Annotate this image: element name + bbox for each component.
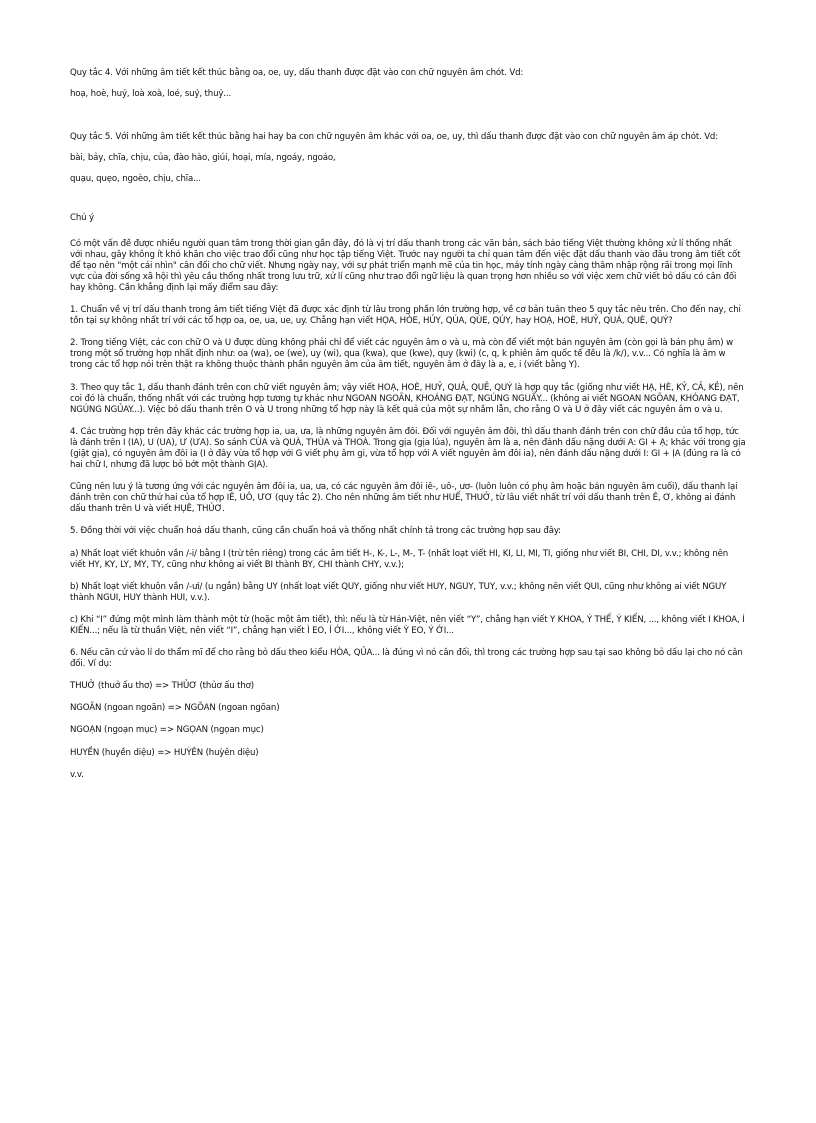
example-2: NGOÃN (ngoan ngoãn) => NGÕAN (ngoan ngõan) <box>70 703 280 714</box>
note-intro: Có một vấn đề được nhiều người quan tâm trong thời gian gần đây, đó là vị trí dấu thanh trong các văn bản, sách báo tiếng Việt thường không xử lí thống nhất với nhau, gây không ít khó khăn cho việc trao đổi cũng như học tập tiếng Việt. Trước nay người ta chỉ quan tâm đến việc đặt dấu thanh vào đâu trong âm tiết cốt để tạo nên "một cái nhìn" cân đối cho chữ viết. Nhưng ngày nay, với sự phát triển mạnh mẽ của tin học, máy tính ngày càng thâm nhập rộng rãi trong mọi lĩnh vực của đời sống xã hội thì yêu cầu thống nhất trong lưu trữ, xử lí cũng như trao đổi ngữ liệu là quan trọng hơn nhiều so với việc xem chữ viết bỏ dấu có cân đối hay không. Cần khẳng định lại mấy điểm sau đây: <box>70 238 741 293</box>
note-heading: Chú ý <box>70 213 94 224</box>
rule-5-heading: Quy tắc 5. Với những âm tiết kết thúc bằng hai hay ba con chữ nguyên âm khác với oa, oe, uy, thì dấu thanh được đặt vào con chữ nguyên âm áp chót. Vd: <box>70 132 718 143</box>
rule-5-examples-2: quạu, quẹo, ngoèo, chịu, chĩa... <box>70 174 201 185</box>
example-4: HUYỀN (huyền diệu) => HUỲÊN (huỳên diệu) <box>70 747 259 758</box>
point-4: 4. Các trường hợp trên đây khác các trường hợp ia, ua, ưa, là những nguyên âm đôi. Đối với nguyên âm đôi, thì dấu thanh đánh trên con chữ đầu của tổ hợp, tức là đánh trên I (IA), U (UA), Ư (ƯA). So sánh CÙA và QUÀ, THÙA và THOÀ. Trong gịa (gịa lúa), nguyên âm là a, nên đánh dấu nặng dưới A: GI + Ạ; khác với trong gịa (giặt gịa), có nguyên âm đôi ia (I ở đây vừa tổ hợp với G viết phụ âm gi, vừa tổ hợp với A viết nguyên âm đôi ia), nên đánh dấu nặng dưới I: GI + ỊA (đúng ra là có hai chữ I, nhưng đã lược bỏ bớt một thành GỊA). <box>70 426 746 471</box>
point-5-b: b) Nhất loạt viết khuôn vần /-ưi/ (u ngắn) bằng UY (nhất loạt viết QUY, giống như viết HUY, NGUY, TUY, v.v.; không nên viết QUI, cũng như không ai viết NGUY thành NGUI, HUY thành HUI, v.v.). <box>70 581 727 603</box>
rule-5-examples-1: bài, bảy, chĩa, chịu, của, đào hào, giúi, hoại, mía, ngoáy, ngoáo, <box>70 153 336 164</box>
point-3: 3. Theo quy tắc 1, dấu thanh đánh trên con chữ viết nguyên âm; vậy viết HOẠ, HOÈ, HUỶ, QUẢ, QUẺ, QUÝ là hợp quy tắc (giống như viết HẠ, HÈ, KỶ, CẢ, KẺ), nên coi đó là chuẩn, thống nhất với các trường hợp tương tự khác như NGOAN NGOÃN, KHOÁNG ĐẠT, NGÚNG NGUẨY... (không ai viết NGOAN NGÕAN, KHÓANG ĐẠT, NGÚNG NGỦAY...). Việc bỏ dấu thanh trên O và U trong những tổ hợp này là kết quả của một sự nhầm lẫn, cho rằng O và U ở đây viết các nguyên âm o và u. <box>70 382 744 415</box>
point-5: 5. Đồng thời với việc chuẩn hoá dấu thanh, cũng cần chuẩn hoá và thống nhất chính tả trong các trường hợp sau đây: <box>70 526 561 537</box>
point-6: 6. Nếu căn cứ vào lí do thẩm mĩ để cho rằng bỏ dấu theo kiểu HÒA, QỦA... là đúng vì nó cân đối, thì trong các trường hợp sau tại sao không bỏ dấu lại cho nó cân đối. Ví dụ: <box>70 648 743 670</box>
document-page <box>70 68 746 781</box>
point-5-a: a) Nhất loạt viết khuôn vần /-i/ bằng I (trừ tên riêng) trong các âm tiết H-, K-, L-, M-, T- (nhất loạt viết HI, KI, LI, MI, TI, giống như viết BI, CHI, DI, v.v.; không nên viết HY, KY, LY, MY, TY, cũng như không ai viết BI thành BY, CHI thành CHY, v.v.); <box>70 548 729 570</box>
example-3: NGOẠN (ngoạn mục) => NGỌAN (ngọan mục) <box>70 725 264 736</box>
rule-4-heading: Quy tắc 4. Với những âm tiết kết thúc bằng oa, oe, uy, dấu thanh được đặt vào con chữ nguyên âm chót. Vd: <box>70 68 524 78</box>
rule-4-examples: hoạ, hoè, huỷ, loà xoà, loé, suý, thuỷ... <box>70 89 232 100</box>
point-4-note: Cũng nên lưu ý là tương ứng với các nguyên âm đôi ia, ua, ưa, có các nguyên âm đôi iê-, uô-, ươ- (luôn luôn có phụ âm hoặc bán nguyên âm cuối), dấu thanh lại đánh trên con chữ thứ hai của tổ hợp IÊ, UÔ, ƯƠ (quy tắc 2). Cho nên những âm tiết như HUẾ, THUỞ, từ lâu viết nhất trí với dấu thanh trên Ê, Ơ, không ai đánh dấu thanh trên U và viết HỤÊ, THỦƠ. <box>70 482 738 515</box>
point-5-c: c) Khi “I” đứng một mình làm thành một từ (hoặc một âm tiết), thì: nếu là từ Hán-Việt, nên viết “Y”, chẳng hạn viết Y KHOA, Ý THẾ, Ý KIẾN, ..., không viết I KHOA, Í KIẾN...; nếu là từ thuần Việt, nên viết “I”, chẳng hạn viết Ì EO, Í ỚI..., không viết Ỳ EO, Ý ỚI... <box>70 614 745 636</box>
point-2: 2. Trong tiếng Việt, các con chữ O và U được dùng không phải chỉ để viết các nguyên âm o và u, mà còn để viết một bán nguyên âm (còn gọi là bán phụ âm) w trong một số trường hợp nhất định như: oa (wa), oe (we), uy (wi), qua (kwa), que (kwe), quy (kwi) (c, q, k phiên âm quốc tế đều là /k/), v.v... Có nghĩa là âm w trong các tổ hợp nói trên thật ra không thuộc thành phần nguyên âm của âm tiết, nguyên âm ở đây là a, e, i (viết bằng Y). <box>70 338 733 371</box>
example-1: THUỞ (thuở ấu thơ) => THỦƠ (thủơ ấu thơ) <box>70 681 254 692</box>
etc-text: v.v. <box>70 769 84 780</box>
point-1: 1. Chuẩn về vị trí dấu thanh trong âm tiết tiếng Việt đã được xác định từ lâu trong phần lớn trường hợp, về cơ bản tuân theo 5 quy tắc nêu trên. Cho đến nay, chỉ tồn tại sự không nhất trí với các tổ hợp oa, oe, ua, ue, uy. Chẳng hạn viết HỌA, HÒE, HỦY, QÚA, QÙE, QÚY, hay HOẠ, HOÈ, HUỶ, QUÁ, QUÈ, QUÝ? <box>70 305 741 327</box>
